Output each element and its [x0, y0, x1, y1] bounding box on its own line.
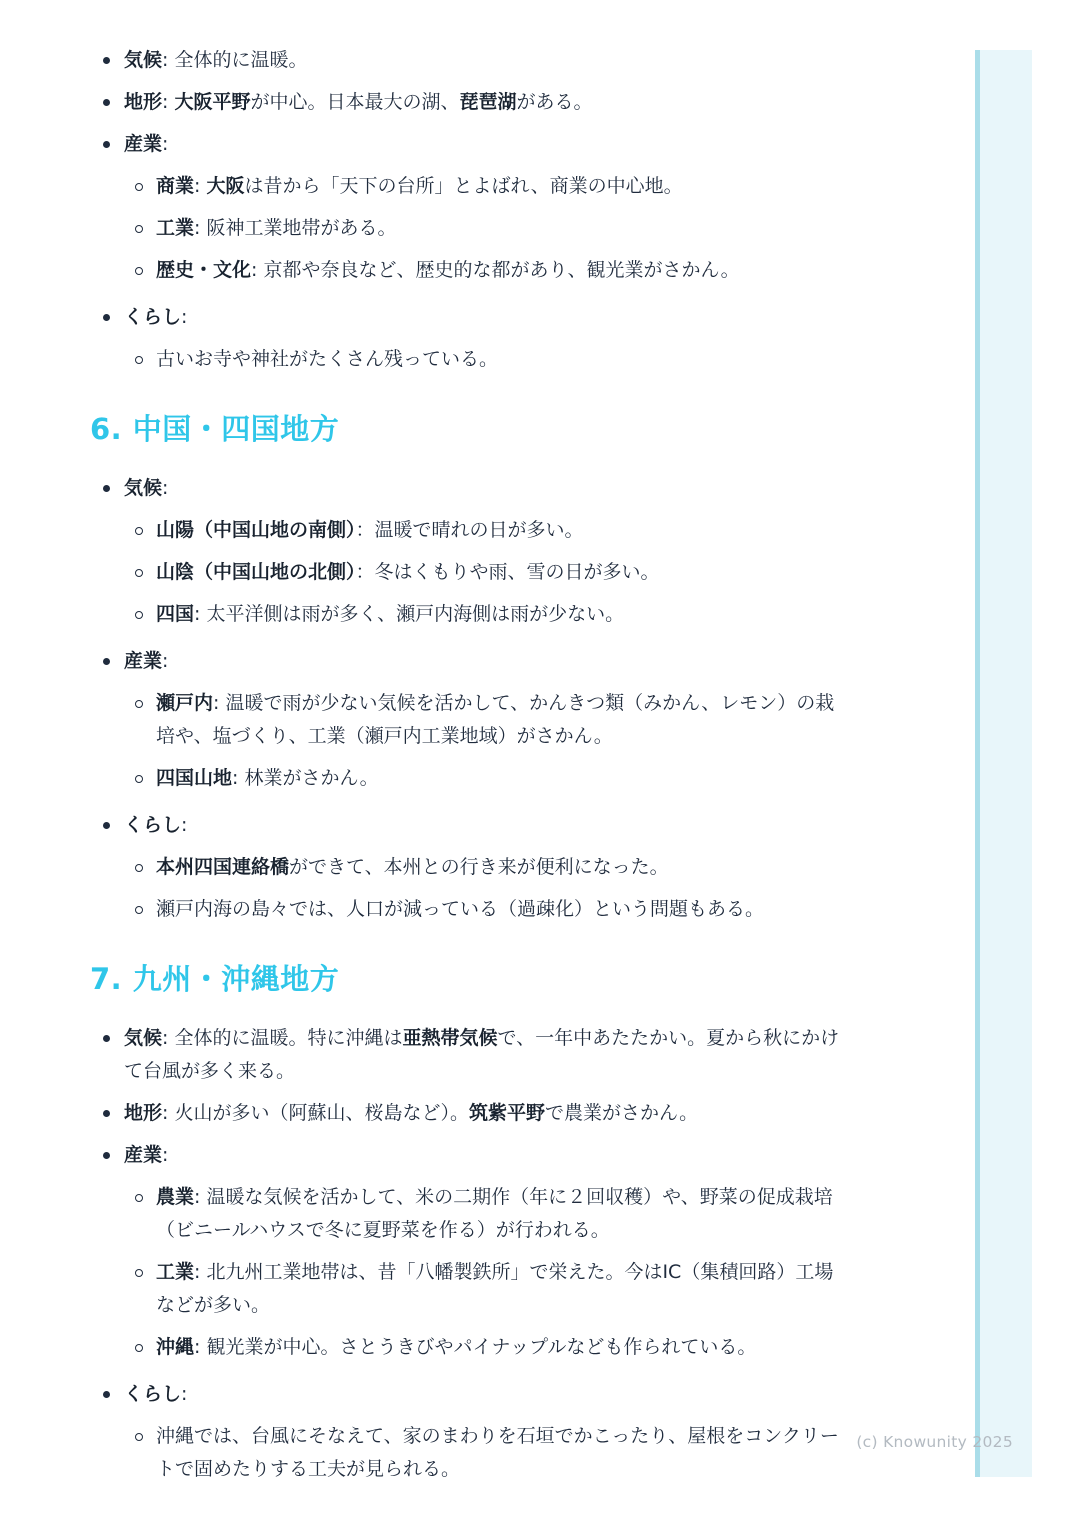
list-item-text: 農業: 温暖な気候を活かして、米の二期作（年に２回収穫）や、野菜の促成栽培（ビニールハウスで冬に夏野菜を作る）が行われる。 — [156, 1186, 833, 1241]
side-accent-stripe — [975, 50, 1032, 1477]
list-item-text: 気候: — [124, 477, 169, 499]
bullet-circle-icon — [135, 356, 143, 364]
list-item — [133, 556, 848, 589]
list-item-text: 歴史・文化: 京都や奈良など、歴史的な都があり、観光業がさかん。 — [156, 259, 740, 281]
bullet-list — [100, 472, 848, 926]
bullet-disc-icon — [103, 1035, 110, 1042]
bullet-circle-icon — [135, 1433, 143, 1441]
bullet-disc-icon — [103, 314, 110, 321]
list-item — [100, 1378, 848, 1411]
list-item-text: 工業: 阪神工業地帯がある。 — [156, 217, 397, 239]
bullet-list — [100, 1022, 848, 1486]
document-content — [90, 44, 848, 1495]
section-heading: 6. 中国・四国地方 — [90, 412, 340, 446]
bullet-circle-icon — [135, 267, 143, 275]
list-item — [100, 86, 848, 119]
list-item-text: 本州四国連絡橋ができて、本州との行き来が便利になった。 — [156, 856, 669, 878]
list-item — [133, 1331, 848, 1364]
list-item — [133, 343, 848, 376]
list-item — [133, 1256, 848, 1322]
list-item-text: 地形: 大阪平野が中心。日本最大の湖、琵琶湖がある。 — [124, 91, 593, 113]
list-item-text: 四国山地: 林業がさかん。 — [156, 767, 379, 789]
list-item-text: くらし: — [124, 306, 188, 328]
list-item-text: くらし: — [124, 814, 188, 836]
list-item-text: 山陽（中国山地の南側）：温暖で晴れの日が多い。 — [156, 519, 584, 541]
bullet-circle-icon — [135, 183, 143, 191]
list-item-text: 山陰（中国山地の北側）：冬はくもりや雨、雪の日が多い。 — [156, 561, 660, 583]
list-item — [133, 514, 848, 547]
bullet-circle-icon — [135, 864, 143, 872]
list-item — [100, 301, 848, 334]
bullet-circle-icon — [135, 906, 143, 914]
copyright-watermark: (c) Knowunity 2025 — [856, 1433, 1013, 1451]
list-item — [133, 1181, 848, 1247]
section-heading: 7. 九州・沖縄地方 — [90, 962, 340, 996]
bullet-circle-icon — [135, 569, 143, 577]
list-item-text: 瀬戸内: 温暖で雨が少ない気候を活かして、かんきつ類（みかん、レモン）の栽培や、塩づくり、工業（瀬戸内工業地域）がさかん。 — [156, 692, 835, 747]
bullet-disc-icon — [103, 57, 110, 64]
list-item — [100, 1139, 848, 1172]
list-item-text: くらし: — [124, 1383, 188, 1405]
bullet-disc-icon — [103, 822, 110, 829]
list-item-text: 沖縄: 観光業が中心。さとうきびやパイナップルなども作られている。 — [156, 1336, 757, 1358]
list-item-text: 気候: 全体的に温暖。 — [124, 49, 308, 71]
list-item-text: 古いお寺や神社がたくさん残っている。 — [156, 348, 499, 370]
bullet-disc-icon — [103, 1110, 110, 1117]
list-item — [133, 893, 848, 926]
bullet-disc-icon — [103, 658, 110, 665]
list-item — [133, 254, 848, 287]
list-item — [133, 598, 848, 631]
list-item — [100, 1097, 848, 1130]
list-item — [100, 1022, 848, 1088]
bullet-list — [100, 44, 848, 376]
list-item-text: 商業: 大阪は昔から「天下の台所」とよばれ、商業の中心地。 — [156, 175, 683, 197]
bullet-circle-icon — [135, 1194, 143, 1202]
list-item-text: 瀬戸内海の島々では、人口が減っている（過疎化）という問題もある。 — [156, 898, 765, 920]
list-item-text: 産業: — [124, 650, 169, 672]
bullet-circle-icon — [135, 527, 143, 535]
list-item-text: 四国: 太平洋側は雨が多く、瀬戸内海側は雨が少ない。 — [156, 603, 625, 625]
list-item — [133, 212, 848, 245]
bullet-circle-icon — [135, 700, 143, 708]
bullet-circle-icon — [135, 1269, 143, 1277]
list-item — [100, 44, 848, 77]
bullet-circle-icon — [135, 225, 143, 233]
bullet-disc-icon — [103, 99, 110, 106]
list-item-text: 産業: — [124, 1144, 169, 1166]
list-item-text: 地形: 火山が多い（阿蘇山、桜島など）。筑紫平野で農業がさかん。 — [124, 1102, 699, 1124]
list-item — [133, 762, 848, 795]
bullet-circle-icon — [135, 775, 143, 783]
list-item — [133, 851, 848, 884]
bullet-circle-icon — [135, 1344, 143, 1352]
list-item-text: 沖縄では、台風にそなえて、家のまわりを石垣でかこったり、屋根をコンクリートで固めたりする工夫が見られる。 — [156, 1425, 839, 1480]
bullet-circle-icon — [135, 611, 143, 619]
bullet-disc-icon — [103, 1391, 110, 1398]
list-item — [100, 472, 848, 505]
list-item — [100, 128, 848, 161]
list-item — [100, 645, 848, 678]
list-item — [133, 1420, 848, 1486]
list-item-text: 工業: 北九州工業地帯は、昔「八幡製鉄所」で栄えた。今はIC（集積回路）工場などが多い。 — [156, 1261, 834, 1316]
bullet-disc-icon — [103, 485, 110, 492]
list-item-text: 産業: — [124, 133, 169, 155]
bullet-disc-icon — [103, 141, 110, 148]
list-item-text: 気候: 全体的に温暖。特に沖縄は亜熱帯気候で、一年中あたたかい。夏から秋にかけて台風が多く来る。 — [124, 1027, 840, 1082]
list-item — [100, 809, 848, 842]
bullet-disc-icon — [103, 1152, 110, 1159]
list-item — [133, 170, 848, 203]
list-item — [133, 687, 848, 753]
